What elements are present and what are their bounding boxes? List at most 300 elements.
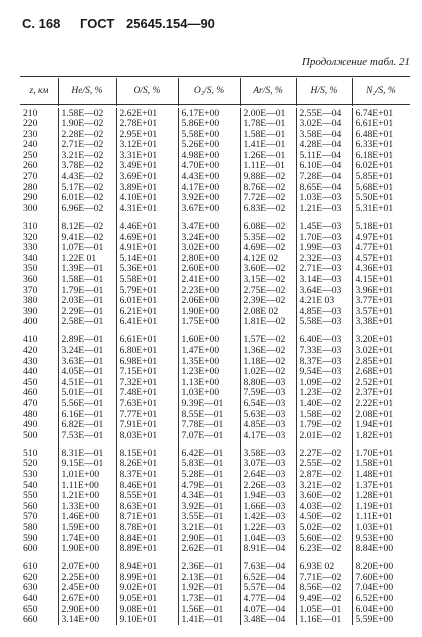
value-cell: 8.99E+01 [116, 572, 178, 583]
value-cell: 3.21E—02 [296, 480, 352, 491]
value-cell: 3.58E—04 [296, 129, 352, 140]
value-cell: 2.23E+00 [178, 285, 240, 296]
value-cell: 4.43E+00 [178, 172, 240, 183]
value-cell: 1.28E+01 [352, 491, 410, 502]
altitude-cell: 540 [23, 479, 38, 491]
column-header-he: He/S, % [71, 86, 103, 96]
table-row [20, 522, 410, 533]
value-cell: 3.58E—03 [240, 448, 296, 459]
value-cell: 9.88E—02 [240, 172, 296, 183]
value-cell: 2.29E—01 [58, 306, 116, 317]
value-cell: 6.10E—04 [296, 161, 352, 172]
value-cell: 9.08E+01 [116, 604, 178, 615]
column-header-n2: N₂/S, % [366, 86, 396, 96]
value-cell: 8.12E—02 [58, 221, 116, 232]
value-cell: 4.17E+00 [178, 182, 240, 193]
value-cell: 7.71E—02 [296, 572, 352, 583]
table-row [20, 470, 410, 481]
value-cell: 1.90E+00 [178, 306, 240, 317]
value-cell: 8.55E—01 [178, 409, 240, 420]
value-cell: 8.55E+01 [116, 491, 178, 502]
value-cell: 1.35E+00 [178, 356, 240, 367]
value-cell: 6.23E—02 [296, 544, 352, 555]
value-cell: 6.82E—01 [58, 420, 116, 431]
value-cell: 5.11E—04 [296, 150, 352, 161]
value-cell: 4.10E+01 [116, 193, 178, 204]
value-cell: 7.15E+01 [116, 367, 178, 378]
value-cell: 2.87E—02 [296, 470, 352, 481]
table-row [20, 317, 410, 328]
value-cell: 2.71E—02 [58, 140, 116, 151]
column-header-ar: Ar/S, % [253, 86, 283, 96]
value-cell: 5.60E—02 [296, 533, 352, 544]
value-cell: 1.94E—03 [240, 491, 296, 502]
value-cell: 5.31E+01 [352, 203, 410, 214]
value-cell: 2.07E+00 [58, 562, 116, 573]
table-row [20, 274, 410, 285]
value-cell: 3.92E—01 [178, 501, 240, 512]
value-cell: 7.48E+01 [116, 388, 178, 399]
altitude-cell: 370 [23, 284, 38, 296]
value-cell: 3.38E+01 [352, 317, 410, 328]
value-cell: 2.68E+01 [352, 367, 410, 378]
value-cell: 1.70E—03 [296, 232, 352, 243]
value-cell: 7.63E—04 [240, 562, 296, 573]
value-cell: 4.46E+01 [116, 221, 178, 232]
value-cell: 9.54E—03 [296, 367, 352, 378]
table-row [20, 409, 410, 420]
table-row [20, 140, 410, 151]
value-cell: 1.03E+00 [178, 388, 240, 399]
value-cell: 4.31E+01 [116, 203, 178, 214]
value-cell: 3.78E—02 [58, 161, 116, 172]
value-cell: 1.22E—03 [240, 522, 296, 533]
value-cell: 3.21E—01 [178, 522, 240, 533]
value-cell: 6.41E+01 [116, 317, 178, 328]
value-cell: 8.46E+01 [116, 480, 178, 491]
table-row [20, 583, 410, 594]
altitude-cell: 580 [23, 521, 38, 533]
value-cell: 6.98E+01 [116, 356, 178, 367]
table-row [20, 459, 410, 470]
value-cell: 8.65E—04 [296, 182, 352, 193]
table-row [20, 129, 410, 140]
value-cell: 5.50E+01 [352, 193, 410, 204]
value-cell: 9.02E+01 [116, 583, 178, 594]
altitude-cell: 520 [23, 458, 38, 470]
value-cell: 3.24E—01 [58, 345, 116, 356]
value-cell: 1.75E+00 [178, 317, 240, 328]
page-number: С. 168 [22, 16, 61, 31]
altitude-cell: 310 [23, 220, 38, 232]
value-cell: 7.60E+00 [352, 572, 410, 583]
altitude-cell: 410 [23, 334, 38, 346]
value-cell: 3.55E—01 [178, 512, 240, 523]
altitude-cell: 380 [23, 295, 38, 307]
altitude-cell: 400 [23, 316, 38, 328]
value-cell: 2.67E+00 [58, 594, 116, 605]
table-row [20, 562, 410, 573]
altitude-cell: 530 [23, 469, 38, 480]
table-row [20, 398, 410, 409]
altitude-cell: 590 [23, 532, 38, 544]
altitude-cell: 460 [23, 387, 38, 399]
table-row [20, 604, 410, 615]
value-cell: 2.85E+01 [352, 356, 410, 367]
value-cell: 2.22E+01 [352, 398, 410, 409]
table-row [20, 150, 410, 161]
altitude-cell: 620 [23, 571, 38, 583]
value-cell: 1.59E+00 [58, 522, 116, 533]
standard-number: 25645.154—90 [126, 16, 215, 31]
value-cell: 9.49E—02 [296, 594, 352, 605]
value-cell: 3.69E+01 [116, 172, 178, 183]
value-cell: 4.12E 02 [240, 253, 296, 264]
value-cell: 1.04E—03 [240, 533, 296, 544]
value-cell: 7.32E+01 [116, 377, 178, 388]
header-divider [116, 78, 117, 106]
value-cell: 5.01E—01 [58, 388, 116, 399]
table-row [20, 356, 410, 367]
value-cell: 7.33E—03 [296, 345, 352, 356]
value-cell: 6.33E+01 [352, 140, 410, 151]
value-cell: 1.66E—03 [240, 501, 296, 512]
value-cell: 7.78E—01 [178, 420, 240, 431]
value-cell: 3.02E+01 [352, 345, 410, 356]
value-cell: 2.58E—01 [58, 317, 116, 328]
value-cell: 1.23E+00 [178, 367, 240, 378]
value-cell: 6.18E+01 [352, 150, 410, 161]
value-cell: 3.63E—01 [58, 356, 116, 367]
table-row [20, 345, 410, 356]
value-cell: 1.09E—02 [296, 377, 352, 388]
value-cell: 7.59E—03 [240, 388, 296, 399]
altitude-cell: 350 [23, 263, 38, 275]
value-cell: 2.62E+01 [116, 108, 178, 119]
value-cell: 3.49E+01 [116, 161, 178, 172]
value-cell: 7.04E+00 [352, 583, 410, 594]
value-cell: 1.56E—01 [178, 604, 240, 615]
value-cell: 4.77E+01 [352, 243, 410, 254]
value-cell: 3.57E+01 [352, 306, 410, 317]
altitude-cell: 320 [23, 231, 38, 243]
value-cell: 2.01E—02 [296, 430, 352, 441]
value-cell: 1.58E+01 [352, 459, 410, 470]
table-row [20, 285, 410, 296]
value-cell: 2.37E+01 [352, 388, 410, 399]
value-cell: 1.13E+00 [178, 377, 240, 388]
value-cell: 1.41E—01 [240, 140, 296, 151]
value-cell: 1.22E 01 [58, 253, 116, 264]
value-cell: 5.59E+00 [352, 615, 410, 626]
altitude-cell: 640 [23, 593, 38, 605]
value-cell: 5.58E+01 [116, 274, 178, 285]
header-divider [352, 78, 353, 106]
value-cell: 3.64E—03 [296, 285, 352, 296]
value-cell: 6.08E—02 [240, 221, 296, 232]
altitude-cell: 500 [23, 429, 38, 441]
altitude-cell: 560 [23, 500, 38, 512]
value-cell: 3.77E+01 [352, 296, 410, 307]
value-cell: 3.02E+00 [178, 243, 240, 254]
value-cell: 2.55E—02 [296, 459, 352, 470]
table-row [20, 193, 410, 204]
altitude-cell: 430 [23, 355, 38, 367]
table-row [20, 221, 410, 232]
table-row [20, 448, 410, 459]
value-cell: 5.02E—02 [296, 522, 352, 533]
value-cell: 3.47E+00 [178, 221, 240, 232]
table-row [20, 161, 410, 172]
value-cell: 5.83E—01 [178, 459, 240, 470]
value-cell: 1.41E—01 [178, 615, 240, 626]
value-cell: 2.13E—01 [178, 572, 240, 583]
gost-label: ГОСТ [80, 16, 115, 31]
value-cell: 1.02E—02 [240, 367, 296, 378]
altitude-cell: 650 [23, 603, 38, 615]
value-cell: 5.57E—04 [240, 583, 296, 594]
table-row [20, 430, 410, 441]
table-row [20, 367, 410, 378]
value-cell: 2.62E—01 [178, 544, 240, 555]
continuation-caption: Продолжение табл. 21 [301, 56, 410, 68]
value-cell: 1.40E—02 [296, 398, 352, 409]
value-cell: 2.00E—01 [240, 108, 296, 119]
value-cell: 1.36E—02 [240, 345, 296, 356]
value-cell: 8.91E—04 [240, 544, 296, 555]
table-row [20, 232, 410, 243]
value-cell: 4.17E—03 [240, 430, 296, 441]
table-row [20, 544, 410, 555]
table-row [20, 388, 410, 399]
table-row [20, 306, 410, 317]
column-header-altitude: z, км [29, 86, 49, 96]
value-cell: 6.17E+00 [178, 108, 240, 119]
value-cell: 5.14E+01 [116, 253, 178, 264]
value-cell: 1.42E—03 [240, 512, 296, 523]
value-cell: 1.90E—02 [58, 119, 116, 130]
value-cell: 1.11E+01 [352, 512, 410, 523]
value-cell: 1.78E—01 [240, 119, 296, 130]
value-cell: 6.54E—03 [240, 398, 296, 409]
value-cell: 1.23E—02 [296, 388, 352, 399]
value-cell: 7.53E—01 [58, 430, 116, 441]
value-cell: 1.37E+01 [352, 480, 410, 491]
table-row [20, 296, 410, 307]
value-cell: 3.67E+00 [178, 203, 240, 214]
value-cell: 3.60E—02 [296, 491, 352, 502]
value-cell: 1.11E—01 [240, 161, 296, 172]
value-cell: 5.18E+01 [352, 221, 410, 232]
altitude-cell: 220 [23, 118, 38, 130]
value-cell: 1.73E—01 [178, 594, 240, 605]
value-cell: 4.85E—03 [296, 306, 352, 317]
value-cell: 4.50E—02 [296, 512, 352, 523]
value-cell: 2.55E—04 [296, 108, 352, 119]
header-divider [296, 78, 297, 106]
value-cell: 5.68E+01 [352, 182, 410, 193]
value-cell: 8.80E—03 [240, 377, 296, 388]
value-cell: 1.48E+01 [352, 470, 410, 481]
value-cell: 5.58E—03 [296, 317, 352, 328]
value-cell: 1.74E+00 [58, 533, 116, 544]
value-cell: 3.12E+01 [116, 140, 178, 151]
value-cell: 2.80E+00 [178, 253, 240, 264]
value-cell: 8.20E+00 [352, 562, 410, 573]
table-row [20, 491, 410, 502]
value-cell: 4.69E+01 [116, 232, 178, 243]
altitude-cell: 660 [23, 614, 38, 626]
value-cell: 2.08E+01 [352, 409, 410, 420]
altitude-cell: 610 [23, 561, 38, 573]
value-cell: 8.56E—02 [296, 583, 352, 594]
value-cell: 9.41E—02 [58, 232, 116, 243]
value-cell: 2.26E—03 [240, 480, 296, 491]
value-cell: 1.58E—02 [58, 108, 116, 119]
value-cell: 8.94E+01 [116, 562, 178, 573]
value-cell: 6.80E+01 [116, 345, 178, 356]
value-cell: 4.79E—01 [178, 480, 240, 491]
value-cell: 2.32E—03 [296, 253, 352, 264]
altitude-cell: 290 [23, 192, 38, 204]
table-row [20, 182, 410, 193]
value-cell: 4.43E—02 [58, 172, 116, 183]
value-cell: 5.86E+00 [178, 119, 240, 130]
value-cell: 6.61E+01 [116, 335, 178, 346]
value-cell: 5.58E+00 [178, 129, 240, 140]
table-body [20, 108, 410, 625]
value-cell: 1.90E+00 [58, 544, 116, 555]
altitude-cell: 420 [23, 344, 38, 356]
value-cell: 2.90E—01 [178, 533, 240, 544]
value-cell: 6.74E+01 [352, 108, 410, 119]
value-cell: 8.63E+01 [116, 501, 178, 512]
altitude-cell: 470 [23, 397, 38, 409]
altitude-cell: 390 [23, 305, 38, 317]
value-cell: 6.96E—02 [58, 203, 116, 214]
altitude-cell: 630 [23, 582, 38, 594]
table-row [20, 533, 410, 544]
value-cell: 5.56E—01 [58, 398, 116, 409]
value-cell: 7.77E+01 [116, 409, 178, 420]
altitude-cell: 550 [23, 490, 38, 502]
altitude-cell: 280 [23, 181, 38, 193]
value-cell: 7.72E—02 [240, 193, 296, 204]
value-cell: 2.78E+01 [116, 119, 178, 130]
value-cell: 2.27E—02 [296, 448, 352, 459]
column-header-o2: O₂/S, % [193, 86, 225, 96]
value-cell: 8.03E+01 [116, 430, 178, 441]
table-row [20, 243, 410, 254]
table-row [20, 512, 410, 523]
value-cell: 7.91E+01 [116, 420, 178, 431]
value-cell: 9.15E—01 [58, 459, 116, 470]
value-cell: 1.46E+00 [58, 512, 116, 523]
value-cell: 4.85E—03 [240, 420, 296, 431]
value-cell: 8.15E+01 [116, 448, 178, 459]
value-cell: 6.01E—02 [58, 193, 116, 204]
value-cell: 1.79E—01 [58, 285, 116, 296]
value-cell: 5.63E—03 [240, 409, 296, 420]
table-row [20, 264, 410, 275]
value-cell: 5.36E+01 [116, 264, 178, 275]
value-cell: 3.20E+01 [352, 335, 410, 346]
value-cell: 8.37E—03 [296, 356, 352, 367]
value-cell: 1.07E—01 [58, 243, 116, 254]
table-row [20, 253, 410, 264]
value-cell: 2.03E—01 [58, 296, 116, 307]
value-cell: 6.52E—04 [240, 572, 296, 583]
altitude-cell: 510 [23, 447, 38, 459]
value-cell: 5.26E+00 [178, 140, 240, 151]
altitude-cell: 360 [23, 273, 38, 285]
table-row [20, 377, 410, 388]
altitude-cell: 260 [23, 160, 38, 172]
header-divider [178, 78, 179, 106]
value-cell: 5.28E—01 [178, 470, 240, 481]
value-cell: 4.07E—04 [240, 604, 296, 615]
value-cell: 4.36E+01 [352, 264, 410, 275]
value-cell: 2.41E+00 [178, 274, 240, 285]
value-cell: 8.84E+00 [352, 544, 410, 555]
value-cell: 2.06E+00 [178, 296, 240, 307]
value-cell: 7.28E—04 [296, 172, 352, 183]
value-cell: 6.42E—01 [178, 448, 240, 459]
value-cell: 3.92E+00 [178, 193, 240, 204]
value-cell: 1.60E+00 [178, 335, 240, 346]
table-row [20, 615, 410, 626]
table-row [20, 572, 410, 583]
altitude-cell: 570 [23, 511, 38, 523]
value-cell: 6.61E+01 [352, 119, 410, 130]
value-cell: 4.69E—02 [240, 243, 296, 254]
value-cell: 3.15E—02 [240, 274, 296, 285]
value-cell: 1.70E+01 [352, 448, 410, 459]
value-cell: 2.90E+00 [58, 604, 116, 615]
value-cell: 1.82E+01 [352, 430, 410, 441]
value-cell: 1.99E—03 [296, 243, 352, 254]
column-header-h: H/S, % [310, 86, 338, 96]
value-cell: 2.28E—02 [58, 129, 116, 140]
value-cell: 3.89E+01 [116, 182, 178, 193]
value-cell: 7.07E—01 [178, 430, 240, 441]
value-cell: 1.16E—01 [296, 615, 352, 626]
altitude-cell: 250 [23, 149, 38, 161]
header-divider [58, 78, 59, 106]
value-cell: 1.58E—02 [296, 409, 352, 420]
value-cell: 1.11E+00 [58, 480, 116, 491]
table-top-rule [20, 76, 410, 77]
value-cell: 2.71E—03 [296, 264, 352, 275]
value-cell: 1.01E+00 [58, 470, 116, 481]
value-cell: 6.93E 02 [296, 562, 352, 573]
value-cell: 1.92E—01 [178, 583, 240, 594]
value-cell: 4.15E+01 [352, 274, 410, 285]
value-cell: 1.03E—03 [296, 193, 352, 204]
value-cell: 4.91E+01 [116, 243, 178, 254]
value-cell: 8.71E+01 [116, 512, 178, 523]
value-cell: 3.14E—03 [296, 274, 352, 285]
table-row [20, 119, 410, 130]
value-cell: 8.84E+01 [116, 533, 178, 544]
value-cell: 4.57E+01 [352, 253, 410, 264]
value-cell: 6.04E+00 [352, 604, 410, 615]
value-cell: 1.21E—03 [296, 203, 352, 214]
value-cell: 4.05E—01 [58, 367, 116, 378]
value-cell: 1.81E—02 [240, 317, 296, 328]
altitude-cell: 340 [23, 252, 38, 264]
altitude-cell: 300 [23, 202, 38, 214]
